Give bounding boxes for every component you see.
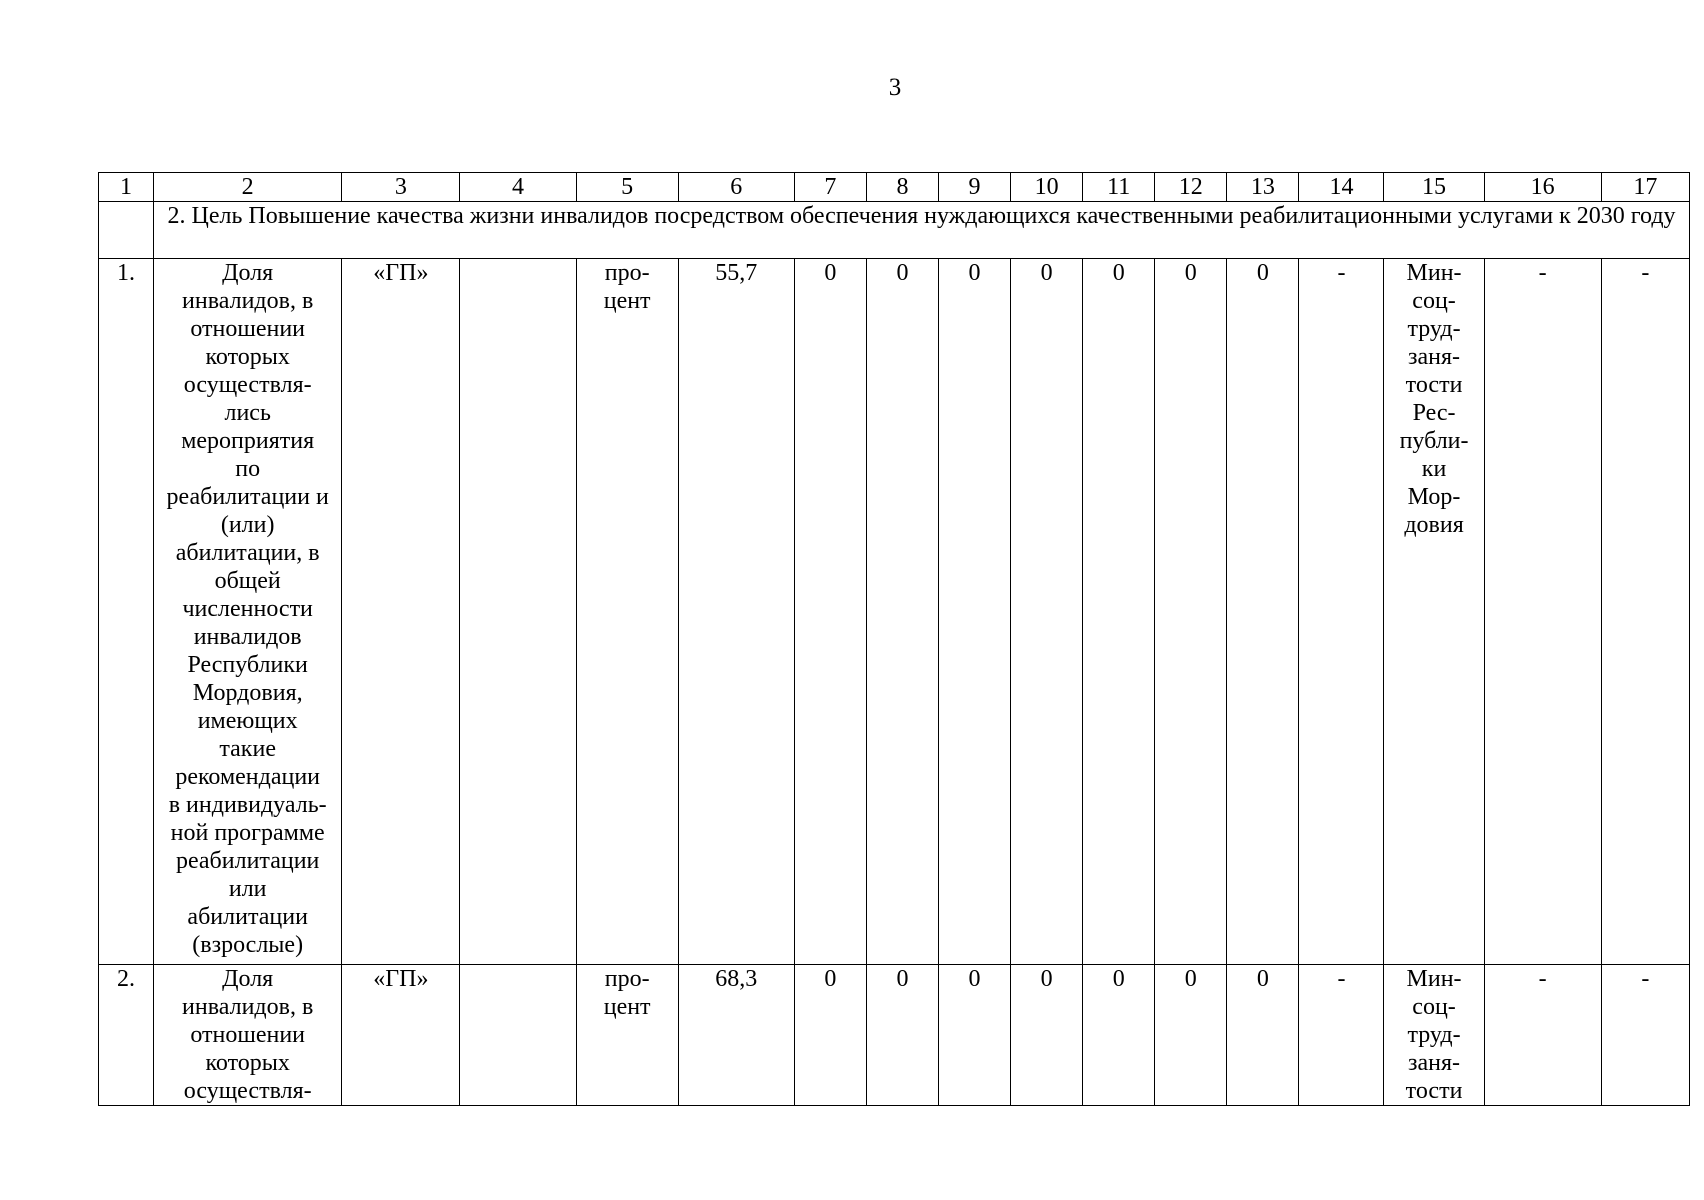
indicator-type: «ГП» [342,259,460,965]
column-number-6: 6 [678,173,794,202]
column-number-17: 17 [1601,173,1689,202]
indicator-type: «ГП» [342,965,460,1106]
column-number-11: 11 [1083,173,1155,202]
table-row [99,259,1690,965]
column-number-10: 10 [1011,173,1083,202]
value-cell-14: - [1299,965,1384,1106]
row-number: 1. [99,259,154,965]
column-number-7: 7 [794,173,866,202]
value-cell-16: - [1484,965,1601,1106]
value-cell-13: 0 [1227,965,1299,1106]
page-number: 3 [888,74,902,101]
base-value-cell: 68,3 [678,965,794,1106]
responsible-cell: Мин- соц- труд- заня- тости [1384,965,1484,1106]
column-number-5: 5 [576,173,678,202]
value-cell-11: 0 [1083,259,1155,965]
column-number-16: 16 [1484,173,1601,202]
table-row [99,965,1690,1106]
column-number-2: 2 [154,173,342,202]
value-cell-8: 0 [866,965,938,1106]
value-cell-12: 0 [1155,259,1227,965]
goal-row [99,202,1690,259]
column-number-8: 8 [866,173,938,202]
indicator-name: Доля инвалидов, в отношении которых осуществля- [154,965,342,1106]
responsible-cell: Мин- соц- труд- заня- тости Рес- публи- ки Мор- довия [1384,259,1484,965]
value-cell-7: 0 [794,965,866,1106]
value-cell-14: - [1299,259,1384,965]
value-cell-9: 0 [939,965,1011,1106]
column-number-row [99,173,1690,202]
value-cell-12: 0 [1155,965,1227,1106]
unit-cell: про- цент [576,259,678,965]
column-number-9: 9 [939,173,1011,202]
value-cell-9: 0 [939,259,1011,965]
column-number-12: 12 [1155,173,1227,202]
value-cell-16: - [1484,259,1601,965]
value-cell-17: - [1601,965,1689,1106]
value-cell-10: 0 [1011,965,1083,1106]
indicators-table [98,172,1690,1106]
value-cell-17: - [1601,259,1689,965]
column-number-13: 13 [1227,173,1299,202]
base-value-cell: 55,7 [678,259,794,965]
goal-row-number [99,202,154,259]
column-number-14: 14 [1299,173,1384,202]
column-4-cell [460,965,576,1106]
value-cell-11: 0 [1083,965,1155,1106]
column-number-15: 15 [1384,173,1484,202]
column-number-3: 3 [342,173,460,202]
value-cell-8: 0 [866,259,938,965]
indicator-name: Доля инвалидов, в отношении которых осуществля- лись мероприятия по реабилитации и (или) абилитации, в общей численности инвалидов Республики Мордовия, имеющих такие рекомендации в индивидуаль- ной программе реабилитации или абилитации (взрослые) [154,259,342,965]
row-number: 2. [99,965,154,1106]
unit-cell: про- цент [576,965,678,1106]
column-4-cell [460,259,576,965]
value-cell-7: 0 [794,259,866,965]
value-cell-10: 0 [1011,259,1083,965]
goal-heading: 2. Цель Повышение качества жизни инвалидов посредством обеспечения нуждающихся качественными реабилитационными услугами к 2030 году [154,202,1690,259]
value-cell-13: 0 [1227,259,1299,965]
column-number-4: 4 [460,173,576,202]
column-number-1: 1 [99,173,154,202]
